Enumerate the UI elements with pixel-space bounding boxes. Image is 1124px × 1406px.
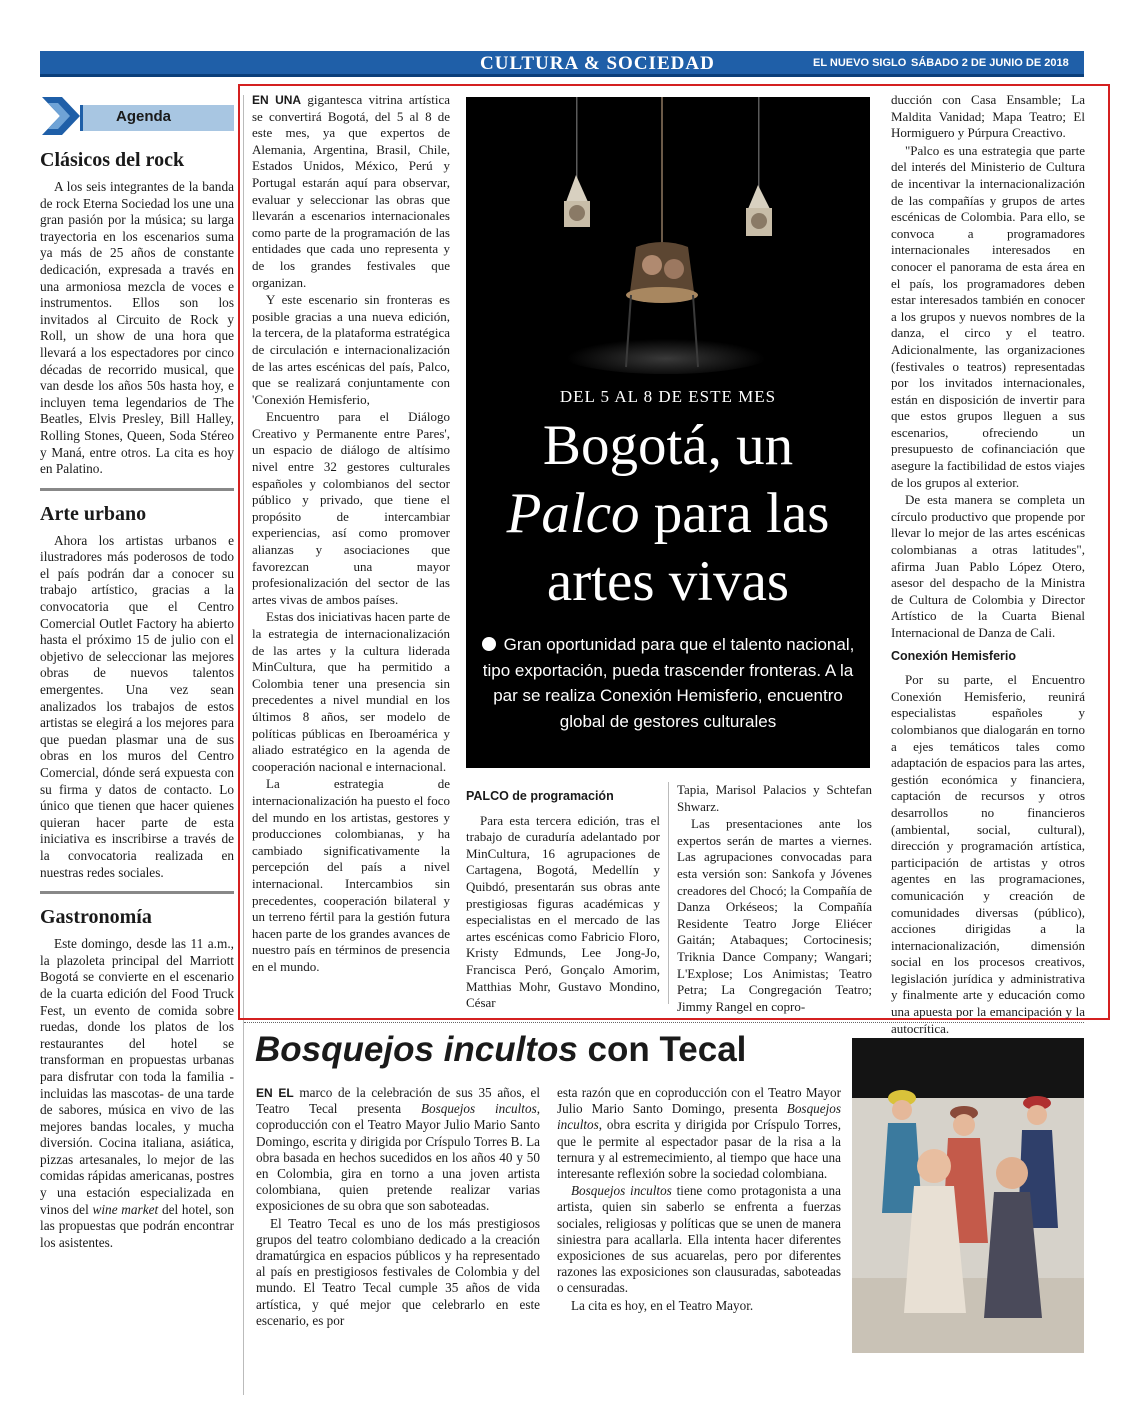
section-title: CULTURA & SOCIEDAD <box>480 53 715 74</box>
agenda-item-gastronomia <box>40 906 234 1251</box>
agenda-item-arte-urbano <box>40 503 234 881</box>
article-column-4 <box>891 92 1085 1038</box>
article-paragraph: Y este escenario sin fronteras es posible gracias a una nueva edición, la tercera, de la plataforma estratégica de circulación e internacionalización de las artes escénicas del país, Palco, que se realizará conjuntamente con 'Conexión Hemisferio, <box>252 292 450 407</box>
agenda-item-text: A los seis integrantes de la banda de rock Eterna Sociedad los une una gran pasión por la música; su larga trayectoria en los escenarios suma ya más de 25 años de constante dedicación, expresada a través en una armoniosa mezcla de voces e instrumentos. Ellos son los invitados al Circuito de Rock y Roll, un show de una hora que llevará a los espectadores por cinco décadas de recorrido musical, que van desde los años 50s hasta hoy, e incluyen tema legendarios de The Beatles, Elvis Presley, Bill Halley, Rolling Stones, Queen, Soda Stéreo y Maná, entre otros. La cita es hoy en Palatino. <box>40 179 234 477</box>
article-paragraph: "Palco es una estrategia que parte del interés del Ministerio de Cultura de incentivar la internacionalización de las compañías y grupos de artes escénicas de Colombia. Para ello, se convoca a programadores internacionales interesados en conocer el panorama de esta área en el país, los programadores deben estar interesados también en conocer a los grupos y nuevos nombres de la danza, el circo y el teatro. Adicionalmente, las organizaciones (festivales o teatros) representadas por los invitados internacionales, están en disposición de invertir para que estos grupos lleguen a sus escenarios, ofreciendo un presupuesto de cofinanciación que asegure la factibilidad de estos viajes de los grupos al exterior. <box>891 142 1085 490</box>
agenda-column <box>40 95 234 1252</box>
article-column-1 <box>252 92 450 976</box>
article-paragraph: Tapia, Marisol Palacios y Schtefan Shwarz. <box>677 782 872 814</box>
article-paragraph: EN UNA gigantesca vitrina artística se convertirá Bogotá, del 5 al 8 de este mes, ya que expertos de Alemania, Argentina, Brasil, Chile, Estados Unidos, México, Perú y Portugal estarán aquí para observar, evaluar y seleccionar las obras que llevarán a escenarios internacionales como parte de la programación de las entidades que cada uno representa y de los grandes festivales que organizan. <box>252 92 450 290</box>
agenda-item-title: Arte urbano <box>40 502 147 525</box>
newspaper-name: EL NUEVO SIGLO <box>813 57 907 69</box>
article-paragraph: esta razón que en coproducción con el Teatro Mayor Julio Mario Santo Domingo, presenta Bosquejos incultos, obra escrita y dirigida por Críspulo Torres, que le permite al espectador pasar de la risa a la ternura y al estremecimiento, al tiempo que hace una interesante reflexión sobre la sociedad colombiana. <box>557 1085 841 1182</box>
article-paragraph: Las presentaciones ante los expertos serán de martes a viernes. Las agrupaciones convocadas para esta versión son: Sankofa y Jóvenes creadores del Chocó; la Compañía de Danza Orkéseos; la Compañía Residente Teatro Jorge Eliécer Gaitán; Atabaques; Cortocinesis; Triknia Dance Company; Wangari; L'Explose; Los Animistas; Teatro Petra; La Congregación Teatro; Jimmy Rangel en copro- <box>677 816 872 1014</box>
article-paragraph: De esta manera se completa un círculo productivo que propende por llevar lo mejor de las artes escénicas colombianas a otras latitudes", afirma Juan Pablo López Otero, asesor del despacho de la Ministra de Cultura de Colombia y Director Artístico de la Cuarta Bienal Internacional de Danza de Cali. <box>891 492 1085 640</box>
subheading: PALCO de programación <box>466 789 614 803</box>
article-paragraph: Por su parte, el Encuentro Conexión Hemisferio, reunirá especialistas españoles y colombianos que dialogarán en torno a ejes temáticos tales como adaptación de espacios para las artes, gestión económica y financiera, captación de recursos y otros desarrollos no financieros (ambiental, social, cultural), dirección y programación artística, participación de artistas y otros agentes en las programaciones, comunicación y creación de comunidades diversas (público), acciones dirigidas a la internacionalización, dimensión social en los procesos creativos, legislación jurídica y administrativa y finalmente arte y educación como una apuesta por la emancipación y la autocrítica. <box>891 672 1085 1036</box>
bullet-icon <box>482 637 496 651</box>
agenda-item-title: Clásicos del rock <box>40 149 185 171</box>
article-paragraph: Para esta tercera edición, tras el trabajo de curaduría adelantado por MinCultura, 16 agrupaciones de Cartagena, Bogotá, Medellín y Quibdó, presentarán sus obras ante prestigiosas figuras académicas y especialistas en el mercado de las artes escénicas como Fabricio Floro, Kristy Edmunds, Lee Jong-Jo, Francisca Peró, Gonçalo Amorim, Matthias Mohr, Gustavo Mondino, César <box>466 812 660 1011</box>
agenda-item-title: Gastronomía <box>40 906 152 929</box>
divider <box>40 488 234 491</box>
arrow-icon <box>40 95 82 137</box>
article-column-2 <box>466 782 660 1013</box>
headline-block <box>466 97 870 768</box>
agenda-item-text: Ahora los artistas urbanos e ilustradores más poderosos de todo el país podrán dar a conocer su trabajo artístico, gracias a la convocatoria que el Centro Comercial Outlet Factory ha abierto hasta el próximo 15 de julio con el objetivo de seleccionar las mejores obras de nuevos talentos emergentes. Una vez sean analizados los trabajos de estos artistas se elegirá a los mejores para que puedan plasmar una de sus obras en los muros del Centro Comercial, dónde será expuesta con su firma y datos de contacto. Lo único que tienen que hacer quienes quieran hacer parte de esta iniciativa es inscribirse a través de la convocatoria realizada en nuestras redes sociales. <box>40 532 234 880</box>
divider <box>40 891 234 894</box>
article-paragraph: ducción con Casa Ensamble; La Maldita Vanidad; Mapa Teatro; El Hormiguero y Púrpura Creactivo. <box>891 92 1085 141</box>
bottom-article-column-1 <box>256 1085 540 1330</box>
section-header-bar <box>40 51 1122 77</box>
agenda-label: Agenda <box>116 108 172 125</box>
article-paragraph: La estrategia de internacionalización ha puesto el foco del mundo en los artistas, gestores y producciones colombianas, y ha cambiado significativamente la percepción del país a nivel internacional. Intercambios sin precedentes, cooperación bilateral y un terreno fértil para la gestión futura hacen parte de los grandes avances de nuestro país en términos de presencia en el mundo. <box>252 776 450 974</box>
theatre-cast-photo <box>852 1038 1084 1353</box>
summary: Gran oportunidad para que el talento nacional, tipo exportación, pueda trascender fronteras. A la par se realiza Conexión Hemisferio, encuentro global de gestores culturales <box>482 635 855 731</box>
column-rule <box>668 782 669 1004</box>
agenda-item-text: Este domingo, desde las 11 a.m., la plazoleta principal del Marriott Bogotá se convierte en el escenario de la cuarta edición del Food Truck Fest, un evento de comida sobre ruedas, donde los platos de los restaurantes del hotel se transforman en propuestas urbanas para disfrutar con toda la familia - incluidas las mascotas- de una tarde de sabores, música en vivo de las mejores bandas locales, y mucha diversión. Cocina italiana, asiática, pizzas artesanales, lo mejor de las comidas rápidas americanas, postres y una estación especializada en vinos del wine market del hotel, son las propuestas que podrán encontrar los asistentes. <box>40 936 234 1250</box>
kicker: DEL 5 AL 8 DE ESTE MES <box>559 387 777 406</box>
bottom-article-column-2 <box>557 1085 841 1315</box>
issue-date: SÁBADO 2 DE JUNIO DE 2018 <box>911 57 1069 69</box>
article-paragraph: Estas dos iniciativas hacen parte de la estrategia de internacionalización de las artes y la cultura liderada MinCultura, que ha permitido a Colombia tener una presencia sin precedentes a nivel mundial en los últimos 8 años, ser modelo de políticas públicas en Iberoamérica y aliado estratégico en la agenda de cooperación nacional e internacional. <box>252 609 450 774</box>
agenda-tag <box>40 95 234 137</box>
article-column-3 <box>677 782 872 1016</box>
bottom-headline: Bosquejos incultos con Tecal <box>255 1030 747 1069</box>
headline: Bogotá, un Palco para las artes vivas <box>506 414 830 613</box>
article-paragraph: La cita es hoy, en el Teatro Mayor. <box>571 1297 754 1313</box>
agenda-item-rock <box>40 149 234 478</box>
article-paragraph: EN EL marco de la celebración de sus 35 años, el Teatro Tecal presenta Bosquejos incultos, coproducción con el Teatro Mayor Julio Mario Santo Domingo, escrita y dirigida por Críspulo Torres B. La obra basada en hechos sucedidos en los años 40 y 50 en Colombia, gira en torno a una joven artista colombiana, quien pretende realizar varias exposiciones de su obra que son saboteadas. <box>256 1085 540 1214</box>
article-paragraph: Encuentro para el Diálogo Creativo y Permanente entre Pares', un espacio de diálogo de altísimo nivel entre 32 gestores culturales españoles y colombianos del sector público y privado, que tiene el propósito de intercambiar experiencias, así como promover alianzas y asociaciones que favorezcan una mayor profesionalización del sector de las artes vivas de ambos países. <box>252 409 450 607</box>
article-paragraph: El Teatro Tecal es uno de los más prestigiosos grupos del teatro colombiano dedicado a la creación dramatúrgica en espacios públicos y ha representado al país en prestigiosos festivales de Colombia y del mundo. El Teatro Tecal cumple 35 años de vida artística, y qué mejor que celebrarlo en este escenario, es por <box>256 1215 540 1328</box>
page-number: 1B <box>1097 52 1122 73</box>
divider <box>244 1022 1084 1024</box>
article-paragraph: Bosquejos incultos tiene como protagonista a una artista, quien sin saberlo se enfrenta a fuerzas sociales, religiosas y políticas que se unen de manera siniestra para acallarla. Ella intenta hacer diferentes exposiciones de sus acuarelas, pero por diferentes razones las exposiciones son clausuradas, saboteadas o censuradas. <box>557 1183 841 1296</box>
subheading: Conexión Hemisferio <box>891 648 1017 663</box>
theatre-photo <box>466 97 870 382</box>
